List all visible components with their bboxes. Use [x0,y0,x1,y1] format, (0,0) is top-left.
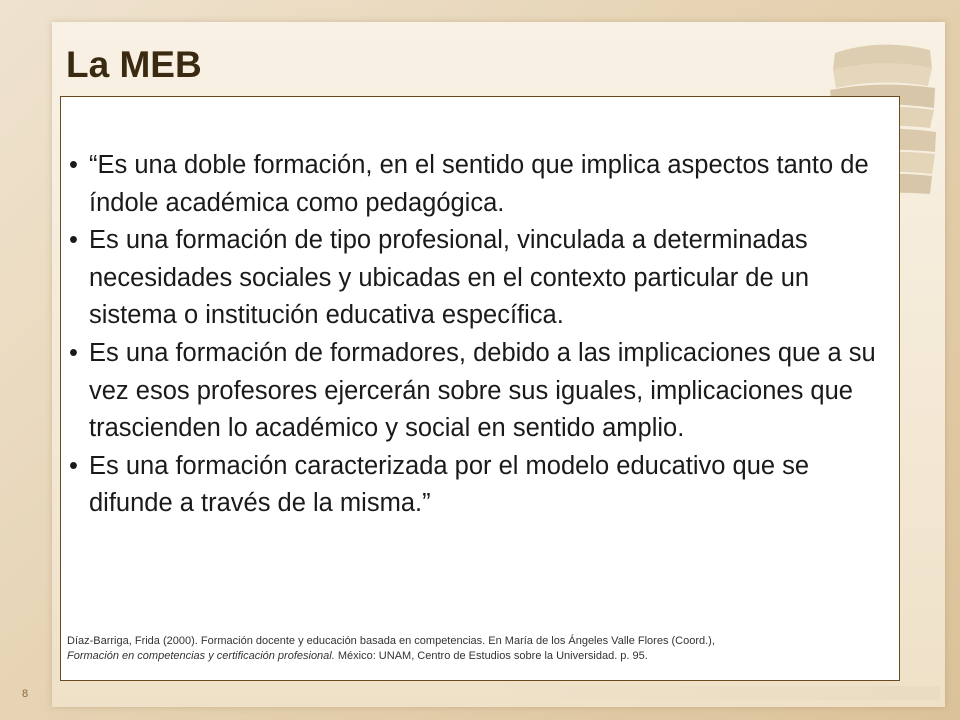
citation-author-line: Díaz-Barriga, Frida (2000). Formación docente y educación basada en competencias. En María de los Ángeles Valle Flores (Coord.), [67,635,715,647]
bullet-item [69,448,894,523]
page-number: 8 [22,688,29,700]
bullet-icon: • [69,451,78,480]
bullet-item [69,222,894,335]
bullet-icon: • [69,226,78,255]
bullet-item [69,335,894,448]
bullet-item [69,147,894,222]
bullet-text: Es una formación de formadores, debido a las implicaciones que a su vez esos profesores ejercerán sobre sus iguales, implicaciones que trascienden lo académico y social en sentido amplio. [89,338,876,443]
bullet-text: Es una formación caracterizada por el modelo educativo que se difunde a través de la misma.” [89,451,810,518]
bullet-icon: • [69,338,78,367]
slide-title: La MEB [66,44,202,85]
bullet-text: Es una formación de tipo profesional, vinculada a determinadas necesidades sociales y ubicadas en el contexto particular de un sistema o institución educativa específica. [89,226,810,330]
bullet-icon: • [69,151,78,179]
content-box [60,96,900,681]
citation-publisher: México: UNAM, Centro de Estudios sobre la Universidad. p. 95. [334,650,648,662]
citation [67,634,895,664]
bullet-text: “Es una doble formación, en el sentido que implica aspectos tanto de índole académica como pedagógica. [89,151,869,217]
bullet-list [69,147,894,523]
citation-book-title: Formación en competencias y certificación profesional. [67,650,335,662]
bottom-decor-strip [500,686,940,700]
